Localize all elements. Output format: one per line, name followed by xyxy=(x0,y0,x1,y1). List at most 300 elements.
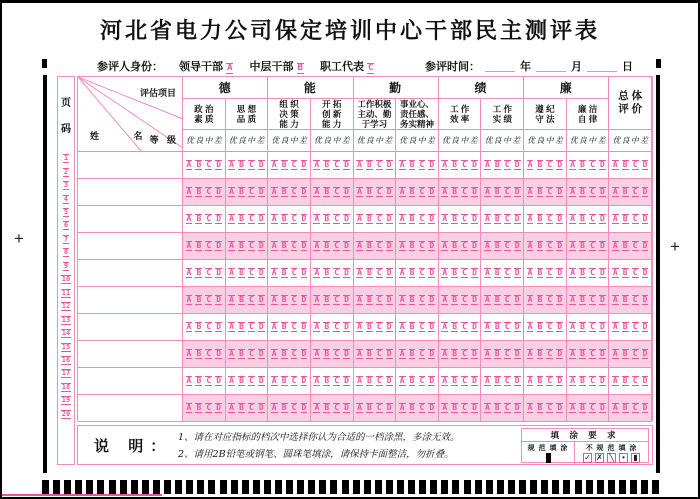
name-cell-row9[interactable] xyxy=(78,368,183,395)
bubble-d-r5c8[interactable]: D xyxy=(514,268,520,277)
name-cell-row2[interactable] xyxy=(78,179,183,206)
bubble-a-r3c6[interactable]: A xyxy=(399,214,405,223)
bubble-c-r3c4[interactable]: C xyxy=(334,214,340,223)
bubble-d-r1c10[interactable]: D xyxy=(599,160,605,169)
bubble-d-r7c7[interactable]: D xyxy=(472,322,477,331)
bubble-b-r3c4[interactable]: B xyxy=(324,214,330,223)
bubble-d-r6c8[interactable]: D xyxy=(514,295,520,304)
bubble-b-r8c6[interactable]: B xyxy=(409,349,415,358)
bubble-b-r7c6[interactable]: B xyxy=(409,322,415,331)
bubble-b-r4c6[interactable]: B xyxy=(409,241,415,250)
bubble-c-r2c5[interactable]: C xyxy=(376,187,382,196)
bubble-a-r2c9[interactable]: A xyxy=(527,187,533,196)
bubble-c-r8c11[interactable]: C xyxy=(632,349,638,358)
bubble-c-r4c5[interactable]: C xyxy=(376,241,382,250)
bubble-d-r1c1[interactable]: D xyxy=(216,160,222,169)
bubble-a-r9c2[interactable]: A xyxy=(229,376,234,385)
bubble-a-r4c10[interactable]: A xyxy=(570,241,576,250)
bubble-b-r3c11[interactable]: B xyxy=(622,214,628,223)
bubble-d-r4c3[interactable]: D xyxy=(301,241,307,250)
bubble-a-r10c6[interactable]: A xyxy=(399,403,405,412)
bubble-b-r7c5[interactable]: B xyxy=(366,322,372,331)
bubble-a-r5c7[interactable]: A xyxy=(442,268,448,277)
bubble-b-r6c1[interactable]: B xyxy=(196,295,202,304)
bubble-b-r7c4[interactable]: B xyxy=(324,322,330,331)
bubble-b-r10c7[interactable]: B xyxy=(452,403,458,412)
bubble-b-r8c7[interactable]: B xyxy=(452,349,458,358)
bubble-d-r5c5[interactable]: D xyxy=(386,268,392,277)
bubble-c-r6c5[interactable]: C xyxy=(376,295,382,304)
bubble-d-r9c7[interactable]: D xyxy=(472,376,477,385)
bubble-d-r3c11[interactable]: D xyxy=(642,214,648,223)
bubble-b-r8c9[interactable]: B xyxy=(537,349,543,358)
bubble-c-r5c9[interactable]: C xyxy=(547,268,553,277)
bubble-c-r1c4[interactable]: C xyxy=(334,160,340,169)
bubble-d-r10c11[interactable]: D xyxy=(642,403,648,412)
bubble-b-r5c2[interactable]: B xyxy=(239,268,244,277)
bubble-b-r2c10[interactable]: B xyxy=(580,187,585,196)
bubble-b-r9c8[interactable]: B xyxy=(494,376,500,385)
bubble-d-r4c9[interactable]: D xyxy=(557,241,563,250)
bubble-a-r10c7[interactable]: A xyxy=(442,403,448,412)
bubble-c-r4c2[interactable]: C xyxy=(248,241,254,250)
bubble-b-r9c10[interactable]: B xyxy=(580,376,585,385)
bubble-a-r7c11[interactable]: A xyxy=(612,322,618,331)
bubble-d-r2c9[interactable]: D xyxy=(557,187,563,196)
bubble-d-r9c1[interactable]: D xyxy=(216,376,222,385)
bubble-d-r1c5[interactable]: D xyxy=(386,160,392,169)
bubble-d-r8c7[interactable]: D xyxy=(472,349,477,358)
bubble-d-r3c4[interactable]: D xyxy=(344,214,349,223)
bubble-d-r2c5[interactable]: D xyxy=(386,187,392,196)
bubble-b-r6c6[interactable]: B xyxy=(409,295,415,304)
bubble-d-r10c5[interactable]: D xyxy=(386,403,392,412)
bubble-c-r3c11[interactable]: C xyxy=(632,214,638,223)
bubble-b-r1c3[interactable]: B xyxy=(281,160,287,169)
name-cell-row1[interactable] xyxy=(78,152,183,179)
bubble-b-r10c3[interactable]: B xyxy=(281,403,287,412)
bubble-a-r1c10[interactable]: A xyxy=(570,160,576,169)
bubble-a-r4c3[interactable]: A xyxy=(271,241,277,250)
bubble-b-r8c10[interactable]: B xyxy=(580,349,585,358)
bubble-a-r6c2[interactable]: A xyxy=(229,295,234,304)
bubble-a-r5c5[interactable]: A xyxy=(357,268,362,277)
bubble-a-r10c8[interactable]: A xyxy=(484,403,490,412)
bubble-d-r3c9[interactable]: D xyxy=(557,214,563,223)
bubble-a-r3c3[interactable]: A xyxy=(271,214,277,223)
bubble-b-r9c11[interactable]: B xyxy=(622,376,628,385)
bubble-c-r6c10[interactable]: C xyxy=(590,295,595,304)
bubble-c-r10c9[interactable]: C xyxy=(547,403,553,412)
bubble-b-r4c10[interactable]: B xyxy=(580,241,585,250)
bubble-c-r8c7[interactable]: C xyxy=(462,349,467,358)
bubble-c-r3c6[interactable]: C xyxy=(419,214,425,223)
bubble-d-r6c4[interactable]: D xyxy=(344,295,349,304)
bubble-b-r5c9[interactable]: B xyxy=(537,268,543,277)
bubble-c-r1c1[interactable]: C xyxy=(206,160,212,169)
bubble-a-r1c6[interactable]: A xyxy=(399,160,405,169)
bubble-a-r9c9[interactable]: A xyxy=(527,376,533,385)
bubble-d-r6c10[interactable]: D xyxy=(599,295,605,304)
bubble-a-r9c1[interactable]: A xyxy=(186,376,192,385)
bubble-c-r4c3[interactable]: C xyxy=(291,241,297,250)
bubble-a-r2c6[interactable]: A xyxy=(399,187,405,196)
bubble-b-r5c6[interactable]: B xyxy=(409,268,415,277)
bubble-a-r6c11[interactable]: A xyxy=(612,295,618,304)
bubble-b-r8c11[interactable]: B xyxy=(622,349,628,358)
bubble-a-r7c3[interactable]: A xyxy=(271,322,277,331)
bubble-b-r6c5[interactable]: B xyxy=(366,295,372,304)
bubble-d-r7c10[interactable]: D xyxy=(599,322,605,331)
bubble-b-r3c1[interactable]: B xyxy=(196,214,202,223)
bubble-a-r4c11[interactable]: A xyxy=(612,241,618,250)
bubble-a-r2c2[interactable]: A xyxy=(229,187,234,196)
bubble-d-r5c1[interactable]: D xyxy=(216,268,222,277)
bubble-d-r6c11[interactable]: D xyxy=(642,295,648,304)
bubble-b-r1c1[interactable]: B xyxy=(196,160,202,169)
bubble-d-r8c10[interactable]: D xyxy=(599,349,605,358)
bubble-c-r7c3[interactable]: C xyxy=(291,322,297,331)
bubble-a-r1c2[interactable]: A xyxy=(229,160,234,169)
bubble-b-r1c11[interactable]: B xyxy=(622,160,628,169)
bubble-b-r10c8[interactable]: B xyxy=(494,403,500,412)
bubble-a-r5c3[interactable]: A xyxy=(271,268,277,277)
bubble-b-r9c7[interactable]: B xyxy=(452,376,458,385)
bubble-a-r3c5[interactable]: A xyxy=(357,214,362,223)
bubble-a-r6c9[interactable]: A xyxy=(527,295,533,304)
bubble-d-r3c3[interactable]: D xyxy=(301,214,307,223)
bubble-d-r3c8[interactable]: D xyxy=(514,214,520,223)
bubble-d-r4c10[interactable]: D xyxy=(599,241,605,250)
bubble-d-r4c4[interactable]: D xyxy=(344,241,349,250)
bubble-d-r6c1[interactable]: D xyxy=(216,295,222,304)
bubble-a-r5c6[interactable]: A xyxy=(399,268,405,277)
bubble-c-r6c6[interactable]: C xyxy=(419,295,425,304)
bubble-b-r3c8[interactable]: B xyxy=(494,214,500,223)
bubble-b-r7c2[interactable]: B xyxy=(239,322,244,331)
bubble-c-r10c6[interactable]: C xyxy=(419,403,425,412)
bubble-c-r6c2[interactable]: C xyxy=(248,295,254,304)
bubble-b-r10c11[interactable]: B xyxy=(622,403,628,412)
bubble-c-r8c10[interactable]: C xyxy=(590,349,595,358)
bubble-b-r7c11[interactable]: B xyxy=(622,322,628,331)
bubble-a-r8c9[interactable]: A xyxy=(527,349,533,358)
bubble-b-r5c1[interactable]: B xyxy=(196,268,202,277)
bubble-c-r1c11[interactable]: C xyxy=(632,160,638,169)
bubble-c-r2c10[interactable]: C xyxy=(590,187,595,196)
bubble-b-r3c10[interactable]: B xyxy=(580,214,585,223)
bubble-d-r2c11[interactable]: D xyxy=(642,187,648,196)
bubble-b-r3c9[interactable]: B xyxy=(537,214,543,223)
bubble-a-r5c1[interactable]: A xyxy=(186,268,192,277)
bubble-a-r1c11[interactable]: A xyxy=(612,160,618,169)
name-cell-row8[interactable] xyxy=(78,341,183,368)
bubble-b-r2c2[interactable]: B xyxy=(239,187,244,196)
bubble-d-r8c4[interactable]: D xyxy=(344,349,349,358)
bubble-c-r6c11[interactable]: C xyxy=(632,295,638,304)
bubble-c-r8c2[interactable]: C xyxy=(248,349,254,358)
bubble-b-r6c2[interactable]: B xyxy=(239,295,244,304)
bubble-c-r5c4[interactable]: C xyxy=(334,268,340,277)
bubble-b-r3c2[interactable]: B xyxy=(239,214,244,223)
bubble-b-r4c7[interactable]: B xyxy=(452,241,458,250)
bubble-a-r3c1[interactable]: A xyxy=(186,214,192,223)
bubble-d-r4c7[interactable]: D xyxy=(472,241,477,250)
bubble-a-r7c8[interactable]: A xyxy=(484,322,490,331)
bubble-a-r7c9[interactable]: A xyxy=(527,322,533,331)
bubble-b-r2c5[interactable]: B xyxy=(366,187,372,196)
bubble-d-r9c9[interactable]: D xyxy=(557,376,563,385)
bubble-b-r4c3[interactable]: B xyxy=(281,241,287,250)
bubble-d-r9c5[interactable]: D xyxy=(386,376,392,385)
bubble-d-r5c4[interactable]: D xyxy=(344,268,349,277)
bubble-a-r4c5[interactable]: A xyxy=(357,241,362,250)
bubble-b-r5c8[interactable]: B xyxy=(494,268,500,277)
bubble-a-r1c3[interactable]: A xyxy=(271,160,277,169)
bubble-b-r7c8[interactable]: B xyxy=(494,322,500,331)
bubble-c-r5c3[interactable]: C xyxy=(291,268,297,277)
bubble-d-r10c10[interactable]: D xyxy=(599,403,605,412)
bubble-a-r9c5[interactable]: A xyxy=(357,376,362,385)
bubble-b-r1c2[interactable]: B xyxy=(239,160,244,169)
bubble-c-r5c6[interactable]: C xyxy=(419,268,425,277)
bubble-c-r2c4[interactable]: C xyxy=(334,187,340,196)
bubble-d-r9c4[interactable]: D xyxy=(344,376,349,385)
bubble-a-r4c4[interactable]: A xyxy=(314,241,320,250)
bubble-d-r7c3[interactable]: D xyxy=(301,322,307,331)
bubble-a-r7c10[interactable]: A xyxy=(570,322,576,331)
bubble-a-r7c5[interactable]: A xyxy=(357,322,362,331)
bubble-b-r10c9[interactable]: B xyxy=(537,403,543,412)
bubble-d-r6c6[interactable]: D xyxy=(429,295,435,304)
bubble-d-r4c2[interactable]: D xyxy=(258,241,264,250)
bubble-c-r4c8[interactable]: C xyxy=(504,241,510,250)
bubble-b-r4c8[interactable]: B xyxy=(494,241,500,250)
bubble-d-r5c6[interactable]: D xyxy=(429,268,435,277)
name-cell-row4[interactable] xyxy=(78,233,183,260)
bubble-a-r4c9[interactable]: A xyxy=(527,241,533,250)
bubble-b-r8c5[interactable]: B xyxy=(366,349,372,358)
bubble-d-r9c3[interactable]: D xyxy=(301,376,307,385)
bubble-b-r2c8[interactable]: B xyxy=(494,187,500,196)
bubble-a-r9c8[interactable]: A xyxy=(484,376,490,385)
bubble-d-r5c3[interactable]: D xyxy=(301,268,307,277)
bubble-d-r1c2[interactable]: D xyxy=(258,160,264,169)
bubble-d-r1c8[interactable]: D xyxy=(514,160,520,169)
bubble-b-r4c5[interactable]: B xyxy=(366,241,372,250)
bubble-a-r2c8[interactable]: A xyxy=(484,187,490,196)
bubble-a-r3c11[interactable]: A xyxy=(612,214,618,223)
bubble-c-r9c3[interactable]: C xyxy=(291,376,297,385)
bubble-d-r4c1[interactable]: D xyxy=(216,241,222,250)
bubble-c-r2c9[interactable]: C xyxy=(547,187,553,196)
bubble-a-r1c1[interactable]: A xyxy=(186,160,192,169)
bubble-b-r10c5[interactable]: B xyxy=(366,403,372,412)
bubble-a-r6c10[interactable]: A xyxy=(570,295,576,304)
bubble-d-r8c2[interactable]: D xyxy=(258,349,264,358)
bubble-b-r9c4[interactable]: B xyxy=(324,376,330,385)
bubble-d-r1c4[interactable]: D xyxy=(344,160,349,169)
bubble-a-r5c9[interactable]: A xyxy=(527,268,533,277)
bubble-c-r10c2[interactable]: C xyxy=(248,403,254,412)
bubble-c-r9c9[interactable]: C xyxy=(547,376,553,385)
bubble-c-r4c7[interactable]: C xyxy=(462,241,467,250)
bubble-a-r10c1[interactable]: A xyxy=(186,403,192,412)
bubble-d-r8c9[interactable]: D xyxy=(557,349,563,358)
bubble-a-r6c3[interactable]: A xyxy=(271,295,277,304)
bubble-d-r10c9[interactable]: D xyxy=(557,403,563,412)
identity-bubble-c[interactable]: C xyxy=(368,63,374,73)
bubble-c-r9c2[interactable]: C xyxy=(248,376,254,385)
bubble-a-r10c4[interactable]: A xyxy=(314,403,320,412)
bubble-d-r6c5[interactable]: D xyxy=(386,295,392,304)
identity-bubble-b[interactable]: B xyxy=(297,63,303,73)
bubble-c-r10c4[interactable]: C xyxy=(334,403,340,412)
bubble-d-r9c10[interactable]: D xyxy=(599,376,605,385)
bubble-a-r8c11[interactable]: A xyxy=(612,349,618,358)
identity-bubble-a[interactable]: A xyxy=(227,63,233,73)
bubble-c-r1c2[interactable]: C xyxy=(248,160,254,169)
bubble-b-r9c2[interactable]: B xyxy=(239,376,244,385)
bubble-a-r1c8[interactable]: A xyxy=(484,160,490,169)
bubble-a-r7c7[interactable]: A xyxy=(442,322,448,331)
bubble-d-r6c2[interactable]: D xyxy=(258,295,264,304)
bubble-c-r2c11[interactable]: C xyxy=(632,187,638,196)
bubble-d-r9c2[interactable]: D xyxy=(258,376,264,385)
bubble-a-r8c4[interactable]: A xyxy=(314,349,320,358)
bubble-c-r3c1[interactable]: C xyxy=(206,214,212,223)
bubble-d-r2c7[interactable]: D xyxy=(472,187,477,196)
bubble-a-r7c6[interactable]: A xyxy=(399,322,405,331)
bubble-a-r8c2[interactable]: A xyxy=(229,349,234,358)
bubble-d-r4c8[interactable]: D xyxy=(514,241,520,250)
bubble-b-r5c10[interactable]: B xyxy=(580,268,585,277)
bubble-c-r1c7[interactable]: C xyxy=(462,160,467,169)
bubble-c-r7c9[interactable]: C xyxy=(547,322,553,331)
bubble-c-r7c7[interactable]: C xyxy=(462,322,467,331)
bubble-a-r9c4[interactable]: A xyxy=(314,376,320,385)
bubble-c-r5c7[interactable]: C xyxy=(462,268,467,277)
bubble-b-r6c7[interactable]: B xyxy=(452,295,458,304)
bubble-d-r8c8[interactable]: D xyxy=(514,349,520,358)
bubble-c-r7c4[interactable]: C xyxy=(334,322,340,331)
bubble-c-r4c4[interactable]: C xyxy=(334,241,340,250)
bubble-b-r9c9[interactable]: B xyxy=(537,376,543,385)
bubble-d-r4c11[interactable]: D xyxy=(642,241,648,250)
bubble-c-r6c8[interactable]: C xyxy=(504,295,510,304)
bubble-c-r6c4[interactable]: C xyxy=(334,295,340,304)
bubble-c-r1c5[interactable]: C xyxy=(376,160,382,169)
bubble-c-r4c10[interactable]: C xyxy=(590,241,595,250)
bubble-a-r8c8[interactable]: A xyxy=(484,349,490,358)
bubble-d-r2c8[interactable]: D xyxy=(514,187,520,196)
bubble-c-r1c9[interactable]: C xyxy=(547,160,553,169)
bubble-b-r2c9[interactable]: B xyxy=(537,187,543,196)
bubble-b-r6c11[interactable]: B xyxy=(622,295,628,304)
bubble-b-r6c10[interactable]: B xyxy=(580,295,585,304)
bubble-b-r1c5[interactable]: B xyxy=(366,160,372,169)
name-cell-row7[interactable] xyxy=(78,314,183,341)
bubble-d-r10c4[interactable]: D xyxy=(344,403,349,412)
bubble-a-r1c7[interactable]: A xyxy=(442,160,448,169)
bubble-a-r7c1[interactable]: A xyxy=(186,322,192,331)
bubble-d-r10c6[interactable]: D xyxy=(429,403,435,412)
bubble-c-r8c8[interactable]: C xyxy=(504,349,510,358)
bubble-b-r5c4[interactable]: B xyxy=(324,268,330,277)
bubble-b-r5c11[interactable]: B xyxy=(622,268,628,277)
bubble-d-r8c6[interactable]: D xyxy=(429,349,435,358)
bubble-b-r10c10[interactable]: B xyxy=(580,403,585,412)
bubble-b-r5c5[interactable]: B xyxy=(366,268,372,277)
bubble-c-r8c1[interactable]: C xyxy=(206,349,212,358)
bubble-a-r2c5[interactable]: A xyxy=(357,187,362,196)
bubble-c-r2c8[interactable]: C xyxy=(504,187,510,196)
bubble-b-r6c8[interactable]: B xyxy=(494,295,500,304)
bubble-b-r4c2[interactable]: B xyxy=(239,241,244,250)
bubble-c-r5c2[interactable]: C xyxy=(248,268,254,277)
bubble-d-r4c6[interactable]: D xyxy=(429,241,435,250)
name-cell-row10[interactable] xyxy=(78,395,183,422)
bubble-c-r5c8[interactable]: C xyxy=(504,268,510,277)
bubble-d-r10c7[interactable]: D xyxy=(472,403,477,412)
bubble-c-r4c6[interactable]: C xyxy=(419,241,425,250)
bubble-b-r1c10[interactable]: B xyxy=(580,160,585,169)
bubble-c-r3c3[interactable]: C xyxy=(291,214,297,223)
bubble-d-r1c6[interactable]: D xyxy=(429,160,435,169)
bubble-a-r10c2[interactable]: A xyxy=(229,403,234,412)
bubble-a-r5c8[interactable]: A xyxy=(484,268,490,277)
bubble-d-r3c7[interactable]: D xyxy=(472,214,477,223)
bubble-c-r10c7[interactable]: C xyxy=(462,403,467,412)
bubble-a-r9c6[interactable]: A xyxy=(399,376,405,385)
bubble-a-r6c6[interactable]: A xyxy=(399,295,405,304)
bubble-d-r8c3[interactable]: D xyxy=(301,349,307,358)
bubble-b-r4c1[interactable]: B xyxy=(196,241,202,250)
bubble-c-r7c1[interactable]: C xyxy=(206,322,212,331)
bubble-c-r4c9[interactable]: C xyxy=(547,241,553,250)
bubble-b-r2c6[interactable]: B xyxy=(409,187,415,196)
bubble-c-r9c11[interactable]: C xyxy=(632,376,638,385)
bubble-c-r2c3[interactable]: C xyxy=(291,187,297,196)
bubble-d-r2c4[interactable]: D xyxy=(344,187,349,196)
bubble-a-r1c9[interactable]: A xyxy=(527,160,533,169)
bubble-c-r6c3[interactable]: C xyxy=(291,295,297,304)
bubble-c-r9c1[interactable]: C xyxy=(206,376,212,385)
bubble-a-r8c7[interactable]: A xyxy=(442,349,448,358)
bubble-a-r8c6[interactable]: A xyxy=(399,349,405,358)
bubble-d-r9c6[interactable]: D xyxy=(429,376,435,385)
bubble-b-r1c8[interactable]: B xyxy=(494,160,500,169)
bubble-a-r8c5[interactable]: A xyxy=(357,349,362,358)
bubble-b-r9c3[interactable]: B xyxy=(281,376,287,385)
bubble-b-r9c6[interactable]: B xyxy=(409,376,415,385)
bubble-c-r8c6[interactable]: C xyxy=(419,349,425,358)
bubble-a-r7c2[interactable]: A xyxy=(229,322,234,331)
bubble-a-r5c2[interactable]: A xyxy=(229,268,234,277)
bubble-c-r5c10[interactable]: C xyxy=(590,268,595,277)
bubble-c-r2c2[interactable]: C xyxy=(248,187,254,196)
bubble-b-r7c3[interactable]: B xyxy=(281,322,287,331)
bubble-a-r6c7[interactable]: A xyxy=(442,295,448,304)
bubble-d-r8c5[interactable]: D xyxy=(386,349,392,358)
year-blank[interactable] xyxy=(485,60,515,72)
bubble-d-r6c9[interactable]: D xyxy=(557,295,563,304)
bubble-d-r3c10[interactable]: D xyxy=(599,214,605,223)
bubble-c-r4c1[interactable]: C xyxy=(206,241,212,250)
bubble-d-r5c11[interactable]: D xyxy=(642,268,648,277)
bubble-b-r8c8[interactable]: B xyxy=(494,349,500,358)
bubble-a-r6c5[interactable]: A xyxy=(357,295,362,304)
